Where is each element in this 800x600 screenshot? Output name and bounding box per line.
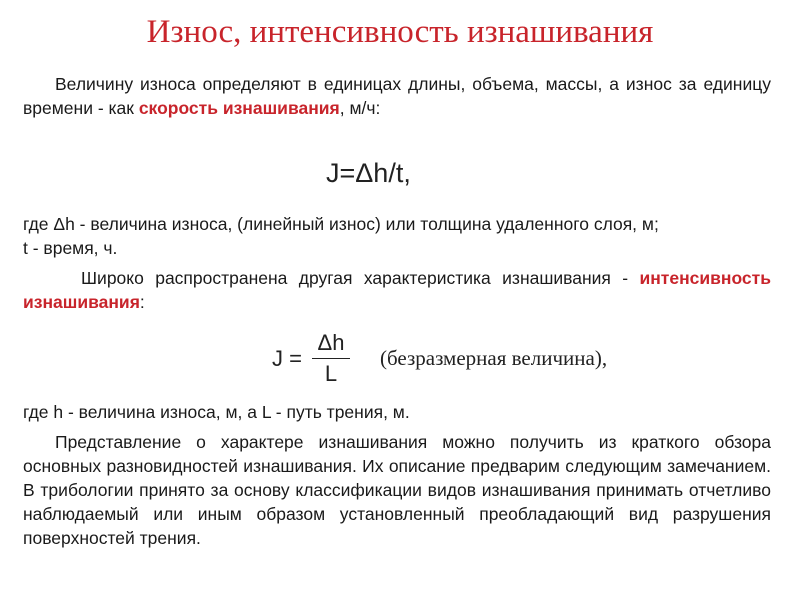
- intensity-colon: :: [139, 292, 145, 312]
- formula-intensity: [272, 330, 607, 387]
- definition-delta-h: где Δh - величина износа, (линейный износ) или толщина удаленного слоя, м;: [23, 214, 659, 234]
- wear-rate-term: скорость изнашивания: [138, 98, 340, 118]
- paragraph-wear-rate: [23, 72, 771, 120]
- paragraph-intensity: [23, 266, 771, 314]
- formula-numerator: Δh: [317, 330, 345, 355]
- formula-lhs: J =: [272, 345, 302, 371]
- slide-title: Износ, интенсивность изнашивания: [146, 14, 654, 50]
- overview-text: Представление о характере изнашивания можно получить из краткого обзора основных разновидностей изнашивания. Их описание предварим следующим замечанием. В трибологии принято за основу классификации видов изнашивания принимать отчетливо наблюдаемый или иным образом установленный преобладающий вид разрушения поверхностей трения.: [23, 432, 771, 548]
- paragraph-path-definition: где h - величина износа, м, а L - путь трения, м.: [23, 402, 410, 422]
- paragraph-overview: [23, 430, 771, 550]
- definition-t: t - время, ч.: [23, 238, 118, 258]
- formula-wear-rate: J=Δh/t,: [326, 158, 411, 188]
- wear-rate-text: Величину износа определяют в единицах длины, объема, массы, а износ за единицу времени - как: [23, 74, 771, 118]
- paragraph-definitions: [23, 212, 771, 260]
- formula-note: (безразмерная величина),: [379, 346, 608, 370]
- intensity-term: интенсивность изнашивания: [23, 268, 771, 312]
- intensity-text: Широко распространена другая характеристика изнашивания -: [81, 268, 640, 288]
- formula-fraction: [312, 330, 350, 387]
- wear-rate-unit: , м/ч:: [339, 98, 381, 118]
- formula-denominator: L: [324, 361, 338, 386]
